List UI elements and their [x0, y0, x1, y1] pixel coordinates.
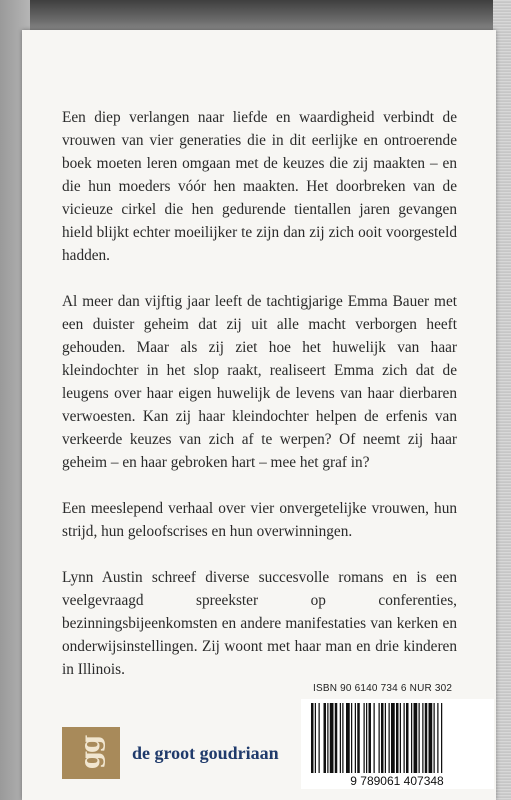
barcode-bar	[315, 703, 316, 773]
back-cover	[22, 30, 496, 800]
back-cover-blurb	[62, 106, 457, 704]
publisher-logo	[62, 727, 120, 779]
barcode-digits: 9 789061 407348	[350, 774, 444, 788]
barcode-bar	[330, 703, 334, 773]
barcode-bar	[351, 703, 352, 773]
barcode-bar	[441, 703, 442, 773]
barcode-bar	[379, 703, 380, 773]
barcode-bar	[406, 703, 409, 773]
blurb-paragraph-1: Een diep verlangen naar liefde en waardigheid verbindt de vrouwen van vier generaties die in dit eerlijke en ontroerende boek moeten leren omgaan met de keuzes die zij maakten – en die hun moeders vóór hen maakten. Het doorbreken van de vicieuze cirkel die hen gedurende tientallen jaren gevangen hield blijkt echter moeilijker te zijn dan zij zich ooit voorgesteld hadden.	[62, 109, 457, 264]
barcode-bar	[369, 703, 372, 773]
barcode-bar	[357, 703, 360, 773]
barcode-bar	[311, 703, 314, 773]
barcode-bar	[385, 703, 386, 773]
barcode-bar	[340, 703, 341, 773]
barcode-bar	[366, 703, 367, 773]
barcode-bar	[324, 703, 327, 773]
author-bio: Lynn Austin schreef diverse succesvolle romans en is een veelgevraagd spreekster op conferenties, bezinningsbijeenkomsten en andere manifestaties van kerken en onderwijsinstellingen. Zij woont met haar man en drie kinderen in Illinois.	[62, 569, 457, 678]
barcode-bar	[419, 703, 420, 773]
barcode-bar	[411, 703, 412, 773]
barcode-bar	[381, 703, 384, 773]
barcode-bar	[364, 703, 365, 773]
barcode-bar	[434, 703, 435, 773]
publisher-name: de groot goudriaan	[132, 742, 279, 763]
blurb-paragraph-2: Al meer dan vijftig jaar leeft de tachtigjarige Emma Bauer met een duister geheim dat zij uit alle macht verborgen heeft gehouden. Maar als zij ziet hoe het huwelijk van haar kleindochter in het slop raakt, realiseert Emma zich dat de leugens over haar eigen huwelijk de levens van haar dierbaren verwoesten. Kan zij haar kleindochter helpen de erfenis van verkeerde keuzes van zich af te werpen? Of neemt zij haar geheim – en haar gebroken hart – mee het graf in?	[62, 293, 457, 471]
barcode-bar	[396, 703, 399, 773]
isbn-nur-line: ISBN 90 6140 734 6 NUR 302	[313, 683, 453, 694]
barcode-bar	[429, 703, 433, 773]
barcode-bar	[319, 703, 320, 773]
barcode-bar	[346, 703, 350, 773]
barcode-bar	[327, 703, 328, 773]
barcode-bar	[374, 703, 375, 773]
barcode-bar	[422, 703, 423, 773]
barcode-bar	[335, 703, 338, 773]
barcode-bar	[355, 703, 356, 773]
publisher-block	[62, 727, 279, 779]
barcode-bar	[400, 703, 401, 773]
barcode-bar	[391, 703, 395, 773]
blurb-paragraph-3: Een meeslepend verhaal over vier onvergetelijke vrouwen, hun strijd, hun geloofscrises en hun overwinningen.	[62, 500, 457, 540]
barcode-bar	[404, 703, 405, 773]
barcode-bar	[425, 703, 428, 773]
barcode-bar	[414, 703, 418, 773]
barcode	[301, 699, 494, 789]
barcode-bar	[342, 703, 343, 773]
publisher-logo-text: gg	[75, 736, 106, 770]
barcode-bar	[437, 703, 438, 773]
barcode-bar	[389, 703, 390, 773]
